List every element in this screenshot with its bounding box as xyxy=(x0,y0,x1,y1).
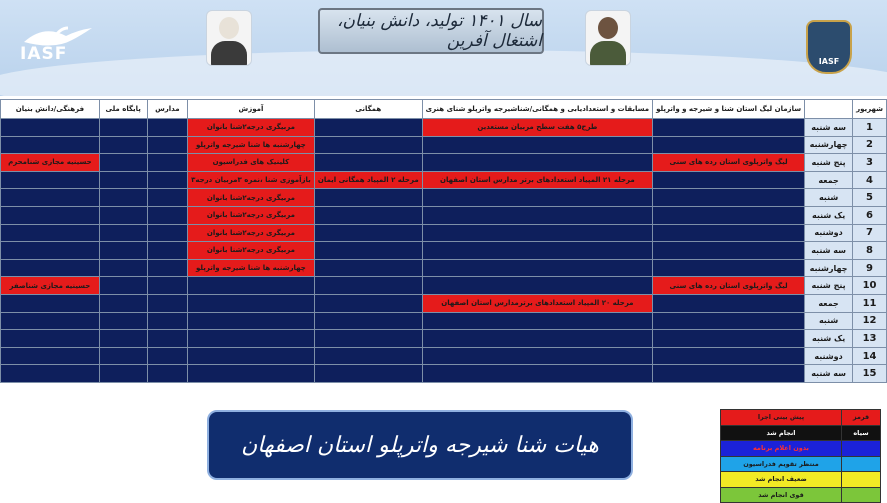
day-name-cell: دوشنبه xyxy=(805,347,853,365)
schedule-cell-mosabeghat[interactable] xyxy=(422,347,652,365)
schedule-table xyxy=(0,99,887,383)
day-name-cell: سه شنبه xyxy=(805,119,853,137)
schedule-cell-farhangi[interactable]: حسینیه مجازی شنامحرم xyxy=(1,154,100,172)
schedule-cell-farhangi[interactable] xyxy=(1,312,100,330)
table-row xyxy=(1,330,887,348)
schedule-cell-mosabeghat[interactable]: مرحله ۲۱ المپیاد استعدادهای برتر مدارس استان اصفهان xyxy=(422,171,652,189)
day-name-cell: چهارشنبه xyxy=(805,136,853,154)
table-row xyxy=(1,154,887,172)
day-name-cell: سه شنبه xyxy=(805,242,853,260)
schedule-cell-mosabeghat[interactable] xyxy=(422,136,652,154)
legend-label: ضعیف انجام شد xyxy=(721,472,842,488)
schedule-cell-paygah[interactable] xyxy=(99,242,147,260)
day-number-cell: 10 xyxy=(853,277,887,295)
schedule-cell-league[interactable] xyxy=(653,294,805,312)
schedule-cell-farhangi[interactable] xyxy=(1,189,100,207)
day-number-cell: 6 xyxy=(853,206,887,224)
schedule-cell-mosabeghat[interactable] xyxy=(422,206,652,224)
day-number-cell: 12 xyxy=(853,312,887,330)
day-number-cell: 1 xyxy=(853,119,887,137)
legend-row xyxy=(721,410,881,426)
column-header: آموزش xyxy=(188,100,315,119)
column-header: سازمان لیگ استان شنا و شیرجه و واترپلو xyxy=(653,100,805,119)
table-row xyxy=(1,347,887,365)
schedule-cell-farhangi[interactable] xyxy=(1,136,100,154)
schedule-cell-farhangi[interactable] xyxy=(1,259,100,277)
schedule-cell-madares[interactable] xyxy=(147,119,187,137)
legend-row xyxy=(721,487,881,503)
schedule-cell-league[interactable]: لیگ واترپلوی استان رده های سنی xyxy=(653,277,805,295)
federation-title: هیات شنا شیرجه واترپلو استان اصفهان xyxy=(207,410,633,480)
schedule-cell-paygah[interactable] xyxy=(99,154,147,172)
legend-label: منتظر تقویم فدراسیون xyxy=(721,456,842,472)
day-number-cell: 14 xyxy=(853,347,887,365)
schedule-cell-mosabeghat[interactable]: مرحله ۲۰ المپیاد استعدادهای برترمدارس استان اصفهان xyxy=(422,294,652,312)
schedule-cell-mosabeghat[interactable] xyxy=(422,259,652,277)
schedule-cell-mosabeghat[interactable] xyxy=(422,312,652,330)
table-row xyxy=(1,224,887,242)
schedule-cell-league[interactable] xyxy=(653,224,805,242)
day-number-cell: 3 xyxy=(853,154,887,172)
schedule-cell-hamgani[interactable]: مرحله ۲ المپیاد همگانی ایمان xyxy=(314,171,422,189)
schedule-cell-league[interactable] xyxy=(653,347,805,365)
table-row xyxy=(1,365,887,383)
schedule-cell-mosabeghat[interactable] xyxy=(422,277,652,295)
schedule-cell-hamgani[interactable] xyxy=(314,294,422,312)
schedule-cell-madares[interactable] xyxy=(147,242,187,260)
schedule-cell-madares[interactable] xyxy=(147,277,187,295)
schedule-cell-hamgani[interactable] xyxy=(314,136,422,154)
legend-row xyxy=(721,441,881,457)
schedule-cell-farhangi[interactable] xyxy=(1,119,100,137)
schedule-cell-amoozesh[interactable] xyxy=(188,312,315,330)
legend-key xyxy=(842,472,881,488)
schedule-cell-hamgani[interactable] xyxy=(314,206,422,224)
schedule-cell-mosabeghat[interactable] xyxy=(422,154,652,172)
schedule-cell-league[interactable] xyxy=(653,119,805,137)
schedule-cell-madares[interactable] xyxy=(147,330,187,348)
schedule-cell-amoozesh[interactable] xyxy=(188,330,315,348)
header-calligraphy: سال ۱۴۰۱ تولید، دانش بنیان، اشتغال آفرین xyxy=(318,8,544,54)
schedule-cell-paygah[interactable] xyxy=(99,312,147,330)
schedule-cell-farhangi[interactable]: حسینیه مجازی شناصفر xyxy=(1,277,100,295)
day-number-cell: 2 xyxy=(853,136,887,154)
schedule-cell-hamgani[interactable] xyxy=(314,242,422,260)
schedule-cell-amoozesh[interactable]: مربیگری درجه۲شنا بانوان xyxy=(188,189,315,207)
table-row xyxy=(1,206,887,224)
schedule-cell-hamgani[interactable] xyxy=(314,154,422,172)
schedule-cell-amoozesh[interactable]: مربیگری درجه۲شنا بانوان xyxy=(188,206,315,224)
table-row xyxy=(1,189,887,207)
day-name-cell: شنبه xyxy=(805,312,853,330)
schedule-cell-madares[interactable] xyxy=(147,365,187,383)
table-row xyxy=(1,136,887,154)
schedule-cell-amoozesh[interactable]: کلینیک های فدراسیون xyxy=(188,154,315,172)
schedule-cell-paygah[interactable] xyxy=(99,365,147,383)
column-header: مسابقات و استعدادیابی و همگانی/شناشیرجه واترپلو شنای هنری xyxy=(422,100,652,119)
schedule-cell-farhangi[interactable] xyxy=(1,224,100,242)
day-name-cell: دوشنبه xyxy=(805,224,853,242)
schedule-cell-amoozesh[interactable] xyxy=(188,365,315,383)
schedule-cell-farhangi[interactable] xyxy=(1,365,100,383)
legend-key xyxy=(842,487,881,503)
day-name-cell: یک شنبه xyxy=(805,206,853,224)
schedule-cell-farhangi[interactable] xyxy=(1,294,100,312)
schedule-cell-league[interactable] xyxy=(653,136,805,154)
legend-key xyxy=(842,441,881,457)
schedule-cell-amoozesh[interactable]: بازآموزی شنا ،نمره ۳مربیان درجه۳ xyxy=(188,171,315,189)
schedule-cell-farhangi[interactable] xyxy=(1,330,100,348)
day-name-cell: یک شنبه xyxy=(805,330,853,348)
schedule-cell-paygah[interactable] xyxy=(99,206,147,224)
schedule-cell-paygah[interactable] xyxy=(99,136,147,154)
schedule-cell-league[interactable] xyxy=(653,259,805,277)
schedule-cell-paygah[interactable] xyxy=(99,347,147,365)
schedule-cell-amoozesh[interactable] xyxy=(188,294,315,312)
schedule-cell-madares[interactable] xyxy=(147,206,187,224)
day-number-cell: 7 xyxy=(853,224,887,242)
legend-row xyxy=(721,425,881,441)
schedule-cell-league[interactable] xyxy=(653,171,805,189)
schedule-cell-paygah[interactable] xyxy=(99,224,147,242)
schedule-cell-farhangi[interactable] xyxy=(1,206,100,224)
schedule-cell-amoozesh[interactable]: مربیگری درجه۲شنا بانوان xyxy=(188,224,315,242)
legend-key: قرمز xyxy=(842,410,881,426)
legend-label: پیش بینی اجرا xyxy=(721,410,842,426)
day-name-cell: پنج شنبه xyxy=(805,154,853,172)
schedule-cell-league[interactable] xyxy=(653,330,805,348)
day-name-cell: سه شنبه xyxy=(805,365,853,383)
schedule-cell-amoozesh[interactable]: مربیگری درجه۲شنا بانوان xyxy=(188,242,315,260)
banner-wave xyxy=(0,50,887,96)
day-number-cell: 11 xyxy=(853,294,887,312)
schedule-cell-madares[interactable] xyxy=(147,154,187,172)
schedule-cell-amoozesh[interactable] xyxy=(188,277,315,295)
iasf-logo-text: IASF xyxy=(20,44,68,64)
column-header: همگانی xyxy=(314,100,422,119)
table-row xyxy=(1,277,887,295)
portrait-left xyxy=(206,10,252,66)
schedule-cell-league[interactable]: لیگ واترپلوی استان رده های سنی xyxy=(653,154,805,172)
table-row xyxy=(1,312,887,330)
legend-label: بدون اعلام برنامه xyxy=(721,441,842,457)
schedule-cell-hamgani[interactable] xyxy=(314,224,422,242)
schedule-cell-paygah[interactable] xyxy=(99,294,147,312)
schedule-cell-paygah[interactable] xyxy=(99,259,147,277)
schedule-cell-hamgani[interactable] xyxy=(314,330,422,348)
schedule-cell-madares[interactable] xyxy=(147,224,187,242)
day-name-cell: پنج شنبه xyxy=(805,277,853,295)
schedule-cell-madares[interactable] xyxy=(147,347,187,365)
schedule-cell-amoozesh[interactable]: مربیگری درجه۲شنا بانوان xyxy=(188,119,315,137)
schedule-cell-farhangi[interactable] xyxy=(1,347,100,365)
schedule-cell-league[interactable] xyxy=(653,242,805,260)
schedule-cell-league[interactable] xyxy=(653,189,805,207)
schedule-cell-mosabeghat[interactable] xyxy=(422,365,652,383)
schedule-cell-hamgani[interactable] xyxy=(314,277,422,295)
table-row xyxy=(1,259,887,277)
schedule-cell-madares[interactable] xyxy=(147,171,187,189)
table-header-row xyxy=(1,100,887,119)
legend-label: انجام شد xyxy=(721,425,842,441)
schedule-cell-madares[interactable] xyxy=(147,312,187,330)
schedule-cell-madares[interactable] xyxy=(147,259,187,277)
table-row xyxy=(1,171,887,189)
schedule-cell-paygah[interactable] xyxy=(99,330,147,348)
legend-row xyxy=(721,456,881,472)
day-number-cell: 5 xyxy=(853,189,887,207)
schedule-cell-madares[interactable] xyxy=(147,189,187,207)
schedule-cell-paygah[interactable] xyxy=(99,277,147,295)
header-banner xyxy=(0,0,887,96)
column-header: شهریور xyxy=(853,100,887,119)
schedule-cell-hamgani[interactable] xyxy=(314,347,422,365)
day-name-cell: شنبه xyxy=(805,189,853,207)
schedule-cell-paygah[interactable] xyxy=(99,189,147,207)
legend-label: قوی انجام شد xyxy=(721,487,842,503)
day-number-cell: 15 xyxy=(853,365,887,383)
day-name-cell: جمعه xyxy=(805,294,853,312)
schedule-cell-mosabeghat[interactable] xyxy=(422,224,652,242)
table-row xyxy=(1,119,887,137)
legend-table xyxy=(720,409,881,503)
column-header xyxy=(805,100,853,119)
legend-row xyxy=(721,472,881,488)
schedule-cell-mosabeghat[interactable] xyxy=(422,242,652,260)
schedule-cell-madares[interactable] xyxy=(147,294,187,312)
legend-key: سیاه xyxy=(842,425,881,441)
federation-emblem: IASF xyxy=(806,20,852,74)
schedule-cell-amoozesh[interactable]: چهارشنبه ها شنا شیرجه واترپلو xyxy=(188,259,315,277)
day-number-cell: 9 xyxy=(853,259,887,277)
schedule-cell-hamgani[interactable] xyxy=(314,189,422,207)
schedule-cell-madares[interactable] xyxy=(147,136,187,154)
schedule-cell-hamgani[interactable] xyxy=(314,365,422,383)
schedule-cell-amoozesh[interactable] xyxy=(188,347,315,365)
schedule-cell-league[interactable] xyxy=(653,206,805,224)
legend-key xyxy=(842,456,881,472)
day-name-cell: جمعه xyxy=(805,171,853,189)
schedule-cell-hamgani[interactable] xyxy=(314,259,422,277)
schedule-cell-paygah[interactable] xyxy=(99,119,147,137)
column-header: پایگاه ملی xyxy=(99,100,147,119)
table-row xyxy=(1,242,887,260)
column-header: مدارس xyxy=(147,100,187,119)
schedule-cell-hamgani[interactable] xyxy=(314,312,422,330)
schedule-cell-mosabeghat[interactable]: طرح۵ هفت سطح مربیان مستعدین xyxy=(422,119,652,137)
schedule-cell-mosabeghat[interactable] xyxy=(422,330,652,348)
table-row xyxy=(1,294,887,312)
column-header: فرهنگی/دانش بنیان xyxy=(1,100,100,119)
schedule-cell-amoozesh[interactable]: چهارشنبه ها شنا شیرجه واترپلو xyxy=(188,136,315,154)
day-number-cell: 4 xyxy=(853,171,887,189)
schedule-cell-hamgani[interactable] xyxy=(314,119,422,137)
day-name-cell: چهارشنبه xyxy=(805,259,853,277)
schedule-cell-paygah[interactable] xyxy=(99,171,147,189)
day-number-cell: 8 xyxy=(853,242,887,260)
day-number-cell: 13 xyxy=(853,330,887,348)
schedule-cell-league[interactable] xyxy=(653,365,805,383)
schedule-cell-farhangi[interactable] xyxy=(1,242,100,260)
schedule-cell-farhangi[interactable] xyxy=(1,171,100,189)
portrait-right xyxy=(585,10,631,66)
schedule-cell-league[interactable] xyxy=(653,312,805,330)
schedule-cell-mosabeghat[interactable] xyxy=(422,189,652,207)
